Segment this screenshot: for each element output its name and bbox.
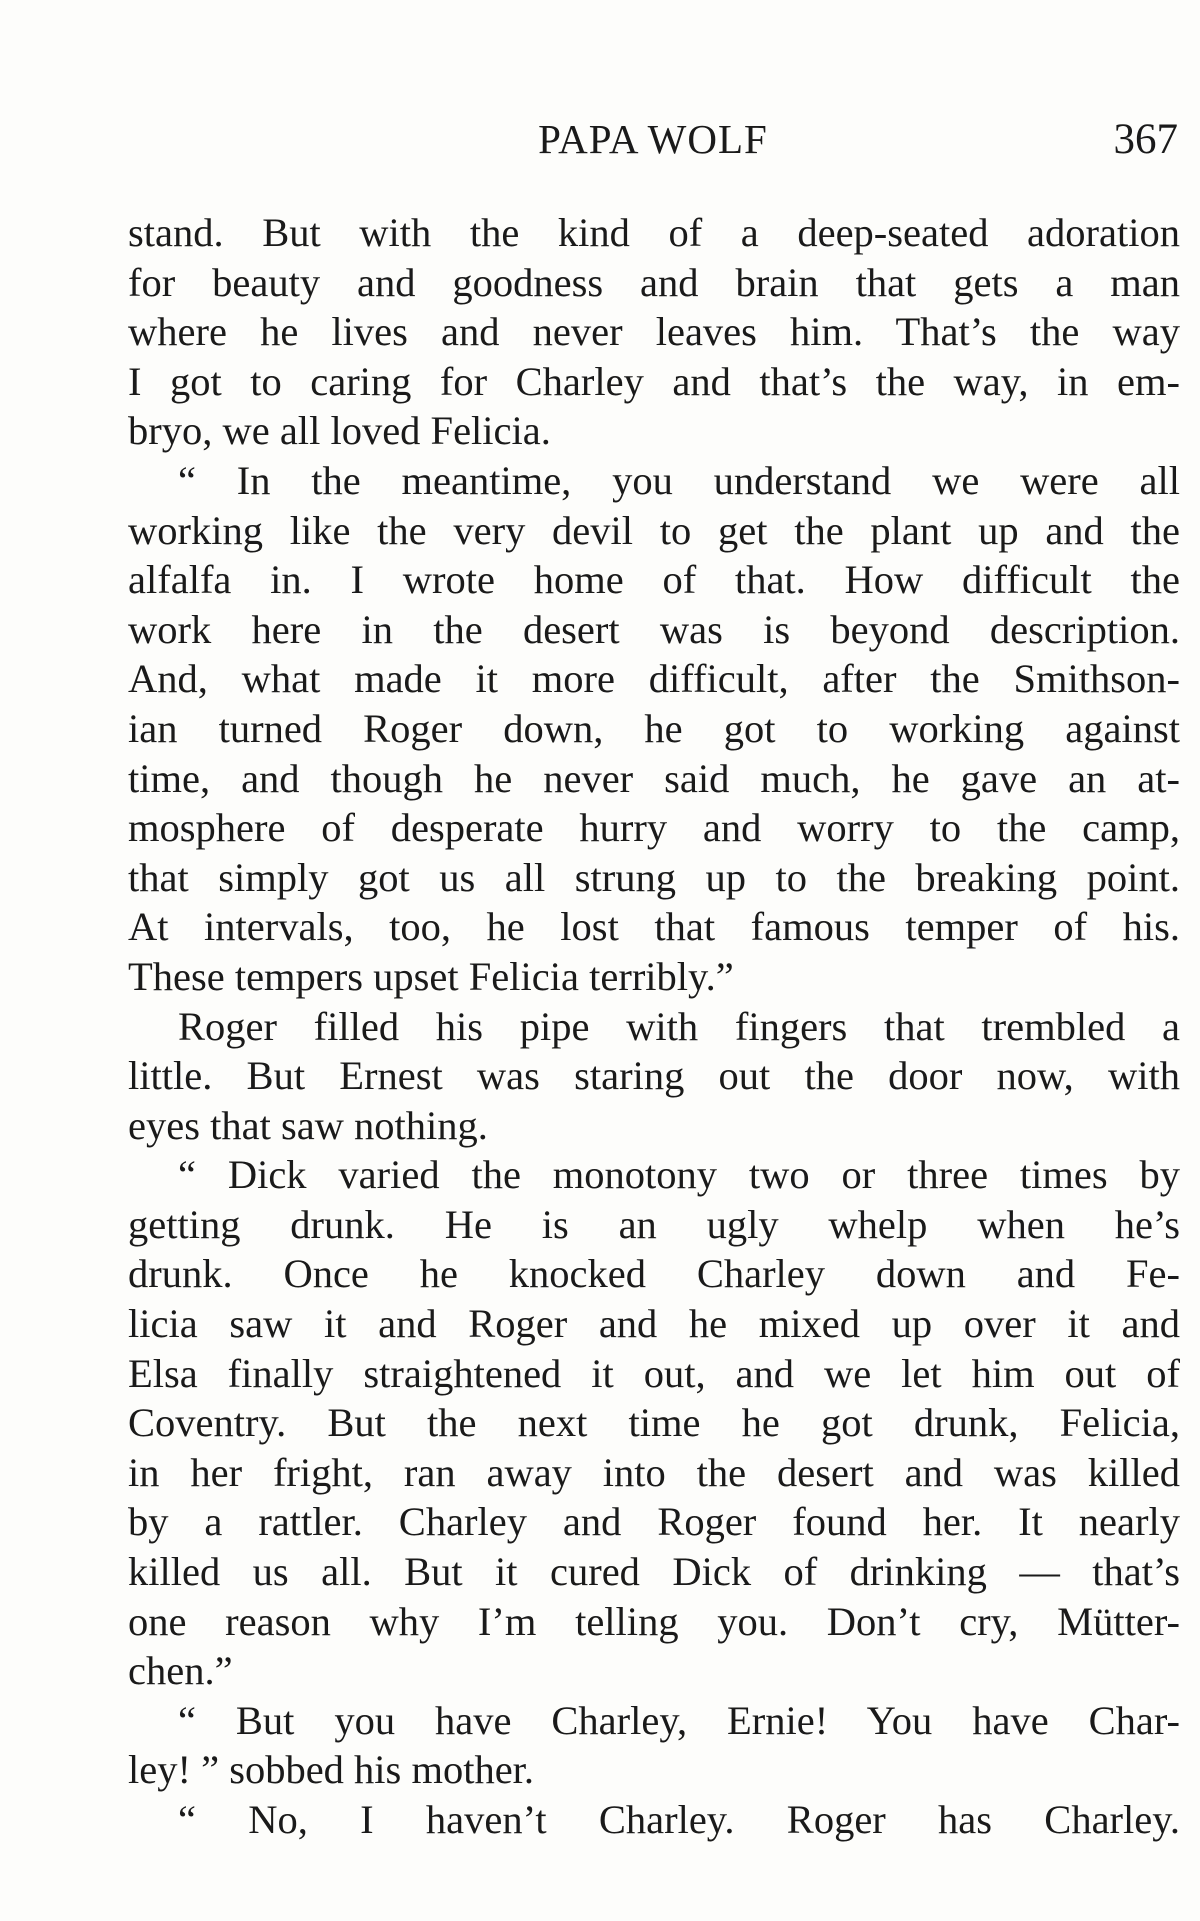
text-line: Elsa finally straightened it out, and we let him out of	[128, 1350, 1180, 1396]
text-line: work here in the desert was is beyond description.	[128, 606, 1180, 652]
text-line: by a rattler. Charley and Roger found her. It nearly	[128, 1499, 1180, 1545]
text-line: At intervals, too, he lost that famous temper of his.	[128, 904, 1180, 950]
text-line: that simply got us all strung up to the breaking point.	[128, 854, 1180, 900]
text-line: licia saw it and Roger and he mixed up over it and	[128, 1301, 1180, 1347]
text-line: I got to caring for Charley and that’s the way, in em-	[128, 358, 1180, 404]
text-line: “ But you have Charley, Ernie! You have Char-	[178, 1697, 1180, 1743]
text-line: ley! ” sobbed his mother.	[128, 1747, 535, 1793]
text-line: little. But Ernest was staring out the door now, with	[128, 1053, 1180, 1099]
text-line: time, and though he never said much, he gave an at-	[128, 755, 1180, 801]
text-line: for beauty and goodness and brain that gets a man	[128, 259, 1180, 305]
text-line: “ No, I haven’t Charley. Roger has Charley.	[178, 1797, 1180, 1842]
text-line: And, what made it more difficult, after the Smithson-	[128, 656, 1180, 702]
text-line: killed us all. But it cured Dick of drinking — that’s	[128, 1549, 1180, 1595]
running-head	[128, 115, 1178, 175]
text-line: “ Dick varied the monotony two or three times by	[178, 1152, 1180, 1198]
text-line: in her fright, ran away into the desert and was killed	[128, 1449, 1180, 1495]
text-line: one reason why I’m telling you. Don’t cry, Mütter-	[128, 1598, 1180, 1644]
text-line: Roger filled his pipe with fingers that trembled a	[178, 1003, 1180, 1049]
text-line: alfalfa in. I wrote home of that. How difficult the	[128, 557, 1180, 603]
page-number: 367	[1113, 116, 1178, 163]
text-line: drunk. Once he knocked Charley down and Fe-	[128, 1251, 1180, 1297]
text-line: stand. But with the kind of a deep-seated adoration	[128, 210, 1180, 255]
text-line: eyes that saw nothing.	[128, 1102, 488, 1148]
text-line: chen.”	[128, 1648, 233, 1694]
running-title: PAPA WOLF	[538, 116, 768, 162]
text-line: working like the very devil to get the plant up and the	[128, 507, 1180, 553]
text-line: These tempers upset Felicia terribly.”	[128, 953, 734, 999]
text-line: Coventry. But the next time he got drunk, Felicia,	[128, 1400, 1180, 1446]
text-line: ian turned Roger down, he got to working against	[128, 705, 1180, 751]
text-line: mosphere of desperate hurry and worry to the camp,	[128, 805, 1180, 851]
text-line: getting drunk. He is an ugly whelp when he’s	[128, 1201, 1180, 1247]
text-line: “ In the meantime, you understand we were all	[178, 457, 1180, 503]
text-line: bryo, we all loved Felicia.	[128, 408, 551, 454]
body-text	[128, 208, 1180, 1845]
text-line: where he lives and never leaves him. That’s the way	[128, 309, 1180, 355]
